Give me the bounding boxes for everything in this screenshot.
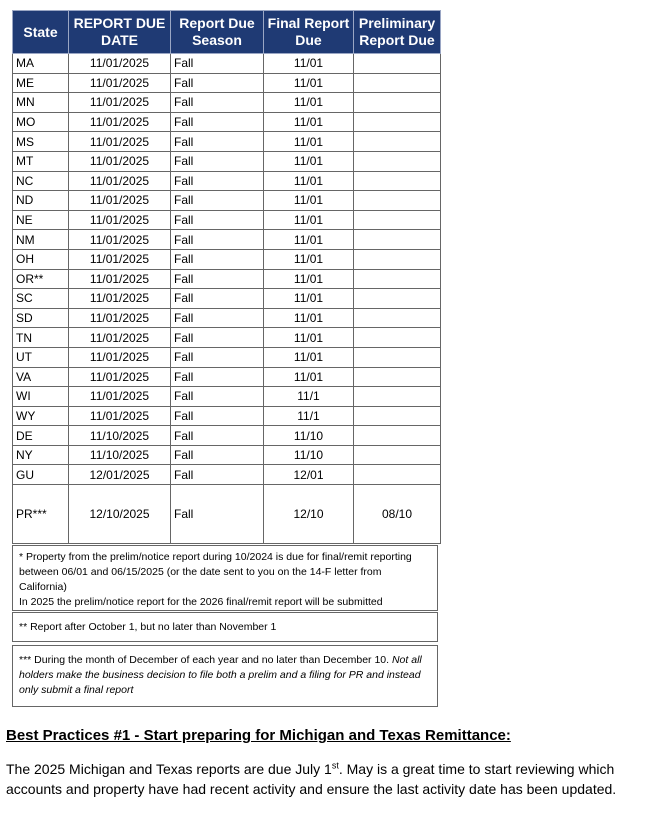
table-row <box>13 191 441 211</box>
cell-state: WY <box>13 406 69 426</box>
table-row <box>13 132 441 152</box>
cell-report-due-date: 11/01/2025 <box>69 230 171 250</box>
table-row <box>13 367 441 387</box>
cell-final-report-due: 11/1 <box>264 406 354 426</box>
cell-season: Fall <box>171 485 264 544</box>
cell-state: ND <box>13 191 69 211</box>
cell-season: Fall <box>171 367 264 387</box>
cell-state: OH <box>13 249 69 269</box>
cell-state: NY <box>13 445 69 465</box>
cell-state: VA <box>13 367 69 387</box>
header-preliminary-report-due: Preliminary Report Due <box>354 11 441 54</box>
table-row <box>13 210 441 230</box>
cell-state: NE <box>13 210 69 230</box>
cell-season: Fall <box>171 347 264 367</box>
cell-final-report-due: 11/01 <box>264 112 354 132</box>
cell-report-due-date: 11/01/2025 <box>69 367 171 387</box>
cell-report-due-date: 11/01/2025 <box>69 308 171 328</box>
footnote-1-text: * Property from the prelim/notice report during 10/2024 is due for final/remit reporting between 06/01 and 06/15/2025 (or the date sent to you on the 14-F letter from California) <box>19 551 412 593</box>
footnote-single-asterisk <box>12 545 438 611</box>
cell-final-report-due: 11/01 <box>264 54 354 74</box>
footnote-3-normal: *** During the month of December of each year and no later than December 10. <box>19 654 392 666</box>
cell-report-due-date: 11/01/2025 <box>69 249 171 269</box>
cell-report-due-date: 11/01/2025 <box>69 132 171 152</box>
table-row <box>13 426 441 446</box>
cell-state: NM <box>13 230 69 250</box>
cell-report-due-date: 11/01/2025 <box>69 93 171 113</box>
table-row <box>13 485 441 544</box>
cell-final-report-due: 11/10 <box>264 445 354 465</box>
header-report-due-date: REPORT DUE DATE <box>69 11 171 54</box>
cell-preliminary-report-due <box>354 308 441 328</box>
cell-preliminary-report-due <box>354 112 441 132</box>
table-row <box>13 406 441 426</box>
cell-report-due-date: 11/01/2025 <box>69 289 171 309</box>
table-row <box>13 347 441 367</box>
cell-season: Fall <box>171 406 264 426</box>
cell-final-report-due: 11/1 <box>264 387 354 407</box>
cell-state: UT <box>13 347 69 367</box>
footnote-2-text: ** Report after October 1, but no later than November 1 <box>19 621 277 633</box>
cell-final-report-due: 11/10 <box>264 426 354 446</box>
cell-season: Fall <box>171 445 264 465</box>
header-final-report-due: Final Report Due <box>264 11 354 54</box>
cell-state: DE <box>13 426 69 446</box>
table-body <box>13 54 441 544</box>
footnote-1-text-2025: In 2025 the prelim/notice report for the 2026 final/remit report will be submitted <box>19 596 383 608</box>
cell-final-report-due: 11/01 <box>264 151 354 171</box>
cell-report-due-date: 11/01/2025 <box>69 151 171 171</box>
cell-preliminary-report-due: 08/10 <box>354 485 441 544</box>
cell-final-report-due: 11/01 <box>264 328 354 348</box>
table-row <box>13 151 441 171</box>
footnote-double-asterisk <box>12 612 438 642</box>
cell-state: MT <box>13 151 69 171</box>
cell-season: Fall <box>171 112 264 132</box>
table-row <box>13 93 441 113</box>
cell-preliminary-report-due <box>354 426 441 446</box>
cell-preliminary-report-due <box>354 230 441 250</box>
cell-state: NC <box>13 171 69 191</box>
cell-preliminary-report-due <box>354 191 441 211</box>
table-row <box>13 289 441 309</box>
cell-state: ME <box>13 73 69 93</box>
cell-state: OR** <box>13 269 69 289</box>
cell-final-report-due: 12/10 <box>264 485 354 544</box>
table-row <box>13 308 441 328</box>
best-practices-paragraph <box>6 759 656 799</box>
cell-report-due-date: 12/10/2025 <box>69 485 171 544</box>
cell-state: TN <box>13 328 69 348</box>
cell-final-report-due: 12/01 <box>264 465 354 485</box>
cell-season: Fall <box>171 230 264 250</box>
cell-season: Fall <box>171 269 264 289</box>
table-row <box>13 112 441 132</box>
footnote-3-italic: Not all holders make the business decision to file both a prelim and a filing for PR and instead only submit a final report <box>19 654 422 696</box>
cell-report-due-date: 11/10/2025 <box>69 445 171 465</box>
cell-preliminary-report-due <box>354 328 441 348</box>
cell-preliminary-report-due <box>354 406 441 426</box>
cell-season: Fall <box>171 171 264 191</box>
cell-state: WI <box>13 387 69 407</box>
header-report-due-season: Report Due Season <box>171 11 264 54</box>
table-header-row <box>13 11 441 54</box>
cell-report-due-date: 11/01/2025 <box>69 347 171 367</box>
cell-season: Fall <box>171 328 264 348</box>
cell-state: PR*** <box>13 485 69 544</box>
cell-final-report-due: 11/01 <box>264 249 354 269</box>
cell-preliminary-report-due <box>354 269 441 289</box>
cell-report-due-date: 11/01/2025 <box>69 112 171 132</box>
cell-report-due-date: 11/01/2025 <box>69 54 171 74</box>
header-state: State <box>13 11 69 54</box>
cell-state: MN <box>13 93 69 113</box>
cell-final-report-due: 11/01 <box>264 191 354 211</box>
best-practices-heading: Best Practices #1 - Start preparing for Michigan and Texas Remittance: <box>6 727 511 744</box>
cell-final-report-due: 11/01 <box>264 132 354 152</box>
table-row <box>13 230 441 250</box>
cell-preliminary-report-due <box>354 54 441 74</box>
paragraph-superscript: st <box>331 760 339 771</box>
cell-season: Fall <box>171 151 264 171</box>
cell-preliminary-report-due <box>354 347 441 367</box>
cell-preliminary-report-due <box>354 73 441 93</box>
cell-final-report-due: 11/01 <box>264 230 354 250</box>
cell-final-report-due: 11/01 <box>264 347 354 367</box>
cell-season: Fall <box>171 54 264 74</box>
cell-report-due-date: 11/01/2025 <box>69 269 171 289</box>
cell-final-report-due: 11/01 <box>264 73 354 93</box>
cell-season: Fall <box>171 191 264 211</box>
cell-state: MO <box>13 112 69 132</box>
table-row <box>13 54 441 74</box>
cell-state: SC <box>13 289 69 309</box>
cell-season: Fall <box>171 93 264 113</box>
cell-report-due-date: 11/01/2025 <box>69 210 171 230</box>
table-row <box>13 171 441 191</box>
cell-final-report-due: 11/01 <box>264 308 354 328</box>
cell-preliminary-report-due <box>354 387 441 407</box>
cell-preliminary-report-due <box>354 132 441 152</box>
cell-state: GU <box>13 465 69 485</box>
cell-final-report-due: 11/01 <box>264 210 354 230</box>
cell-preliminary-report-due <box>354 210 441 230</box>
paragraph-text-end: . May is a great time to start reviewing which accounts and property have had recent activity and ensure the last activity date has been updated. <box>6 761 617 797</box>
cell-final-report-due: 11/01 <box>264 171 354 191</box>
cell-final-report-due: 11/01 <box>264 367 354 387</box>
cell-preliminary-report-due <box>354 171 441 191</box>
cell-preliminary-report-due <box>354 151 441 171</box>
table-row <box>13 73 441 93</box>
table-row <box>13 328 441 348</box>
footnote-triple-asterisk <box>12 645 438 707</box>
cell-final-report-due: 11/01 <box>264 289 354 309</box>
cell-report-due-date: 11/01/2025 <box>69 328 171 348</box>
cell-season: Fall <box>171 387 264 407</box>
cell-report-due-date: 11/01/2025 <box>69 171 171 191</box>
cell-preliminary-report-due <box>354 249 441 269</box>
cell-report-due-date: 12/01/2025 <box>69 465 171 485</box>
cell-preliminary-report-due <box>354 93 441 113</box>
cell-state: SD <box>13 308 69 328</box>
cell-preliminary-report-due <box>354 465 441 485</box>
cell-report-due-date: 11/01/2025 <box>69 406 171 426</box>
table-row <box>13 465 441 485</box>
table-row <box>13 445 441 465</box>
cell-report-due-date: 11/01/2025 <box>69 191 171 211</box>
cell-season: Fall <box>171 210 264 230</box>
cell-final-report-due: 11/01 <box>264 93 354 113</box>
cell-state: MA <box>13 54 69 74</box>
table-row <box>13 387 441 407</box>
cell-season: Fall <box>171 465 264 485</box>
cell-preliminary-report-due <box>354 445 441 465</box>
cell-report-due-date: 11/01/2025 <box>69 73 171 93</box>
cell-final-report-due: 11/01 <box>264 269 354 289</box>
cell-preliminary-report-due <box>354 289 441 309</box>
table-row <box>13 269 441 289</box>
cell-season: Fall <box>171 249 264 269</box>
footnote-3-text <box>19 653 431 698</box>
cell-season: Fall <box>171 289 264 309</box>
cell-season: Fall <box>171 426 264 446</box>
table-row <box>13 249 441 269</box>
cell-report-due-date: 11/01/2025 <box>69 387 171 407</box>
paragraph-text-start: The 2025 Michigan and Texas reports are due July 1 <box>6 761 332 777</box>
report-due-table <box>12 10 441 544</box>
cell-season: Fall <box>171 132 264 152</box>
cell-state: MS <box>13 132 69 152</box>
cell-preliminary-report-due <box>354 367 441 387</box>
cell-report-due-date: 11/10/2025 <box>69 426 171 446</box>
cell-season: Fall <box>171 73 264 93</box>
cell-season: Fall <box>171 308 264 328</box>
